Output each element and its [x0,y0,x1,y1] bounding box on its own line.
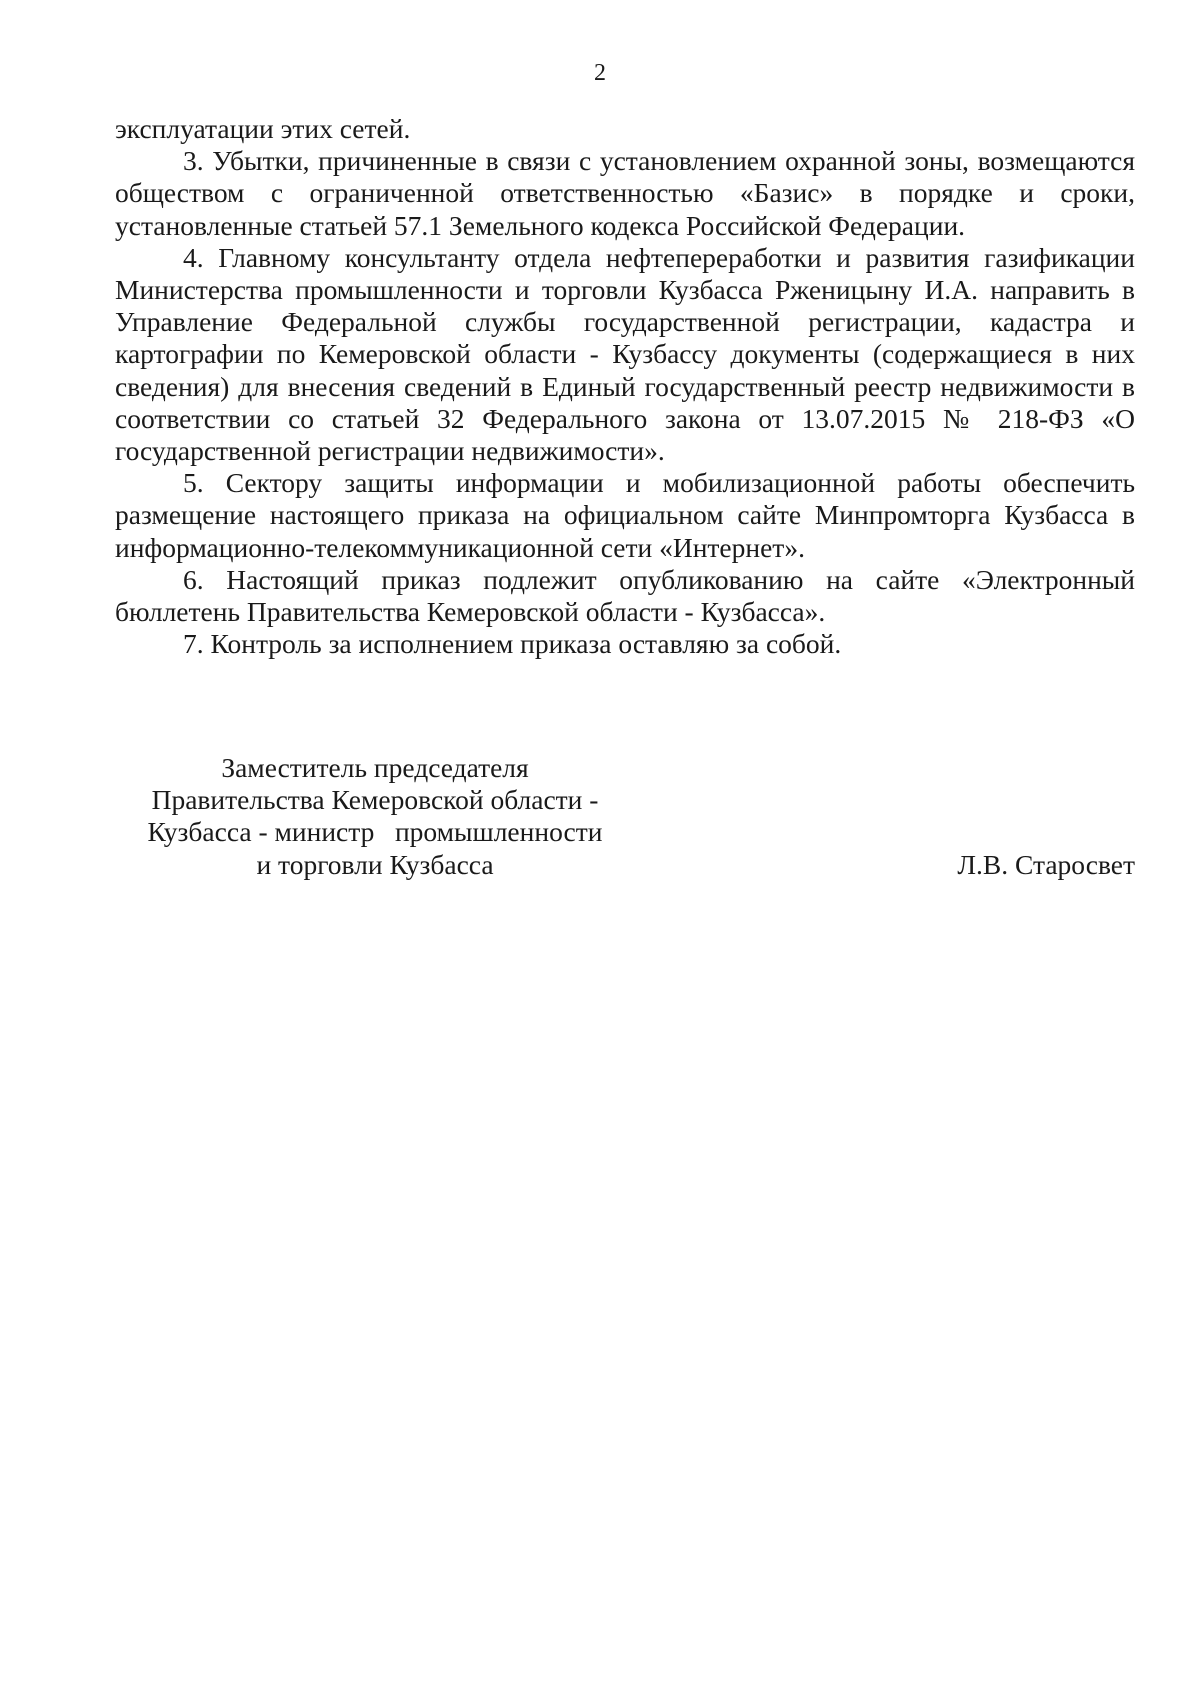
page-number: 2 [594,60,606,86]
signatory-name: Л.В. Старосвет [957,848,1135,880]
document-body [115,113,1135,660]
signatory-position-line: и торговли Кузбасса [256,848,494,880]
paragraph-6: 6. Настоящий приказ подлежит опубликованию на сайте «Электронный бюллетень Правительства Кемеровской области - Кузбасса». [115,563,1135,628]
paragraph-continuation: эксплуатации этих сетей. [115,113,411,144]
paragraph-7: 7. Контроль за исполнением приказа оставляю за собой. [183,628,842,660]
paragraph-5: 5. Сектору защиты информации и мобилизационной работы обеспечить размещение настоящего приказа на официальном сайте Минпромторга Кузбасса в информационно-телекоммуникационной сети «Интернет». [115,467,1135,563]
paragraph-4: 4. Главному консультанту отдела нефтепереработки и развития газификации Министерства промышленности и торговли Кузбасса Рженицыну И.А. направить в Управление Федеральной службы государственной регистрации, кадастра и картографии по Кемеровской области - Кузбассу документы (содержащиеся в них сведения) для внесения сведений в Единый государственный реестр недвижимости в соответствии со статьей 32 Федерального закона от 13.07.2015 № 218-ФЗ «О государственной регистрации недвижимости». [115,241,1135,467]
signatory-position-line: Заместитель председателя [221,752,529,783]
paragraph-3: 3. Убытки, причиненные в связи с установлением охранной зоны, возмещаются обществом с ограниченной ответственностью «Базис» в порядке и сроки, установленные статьей 57.1 Земельного кодекса Российской Федерации. [115,145,1135,241]
signatory-position [115,752,635,881]
signature-block [115,752,1135,881]
signatory-position-line: Правительства Кемеровской области - [151,784,599,816]
signatory-position-line: Кузбасса - министр промышленности [147,816,603,848]
